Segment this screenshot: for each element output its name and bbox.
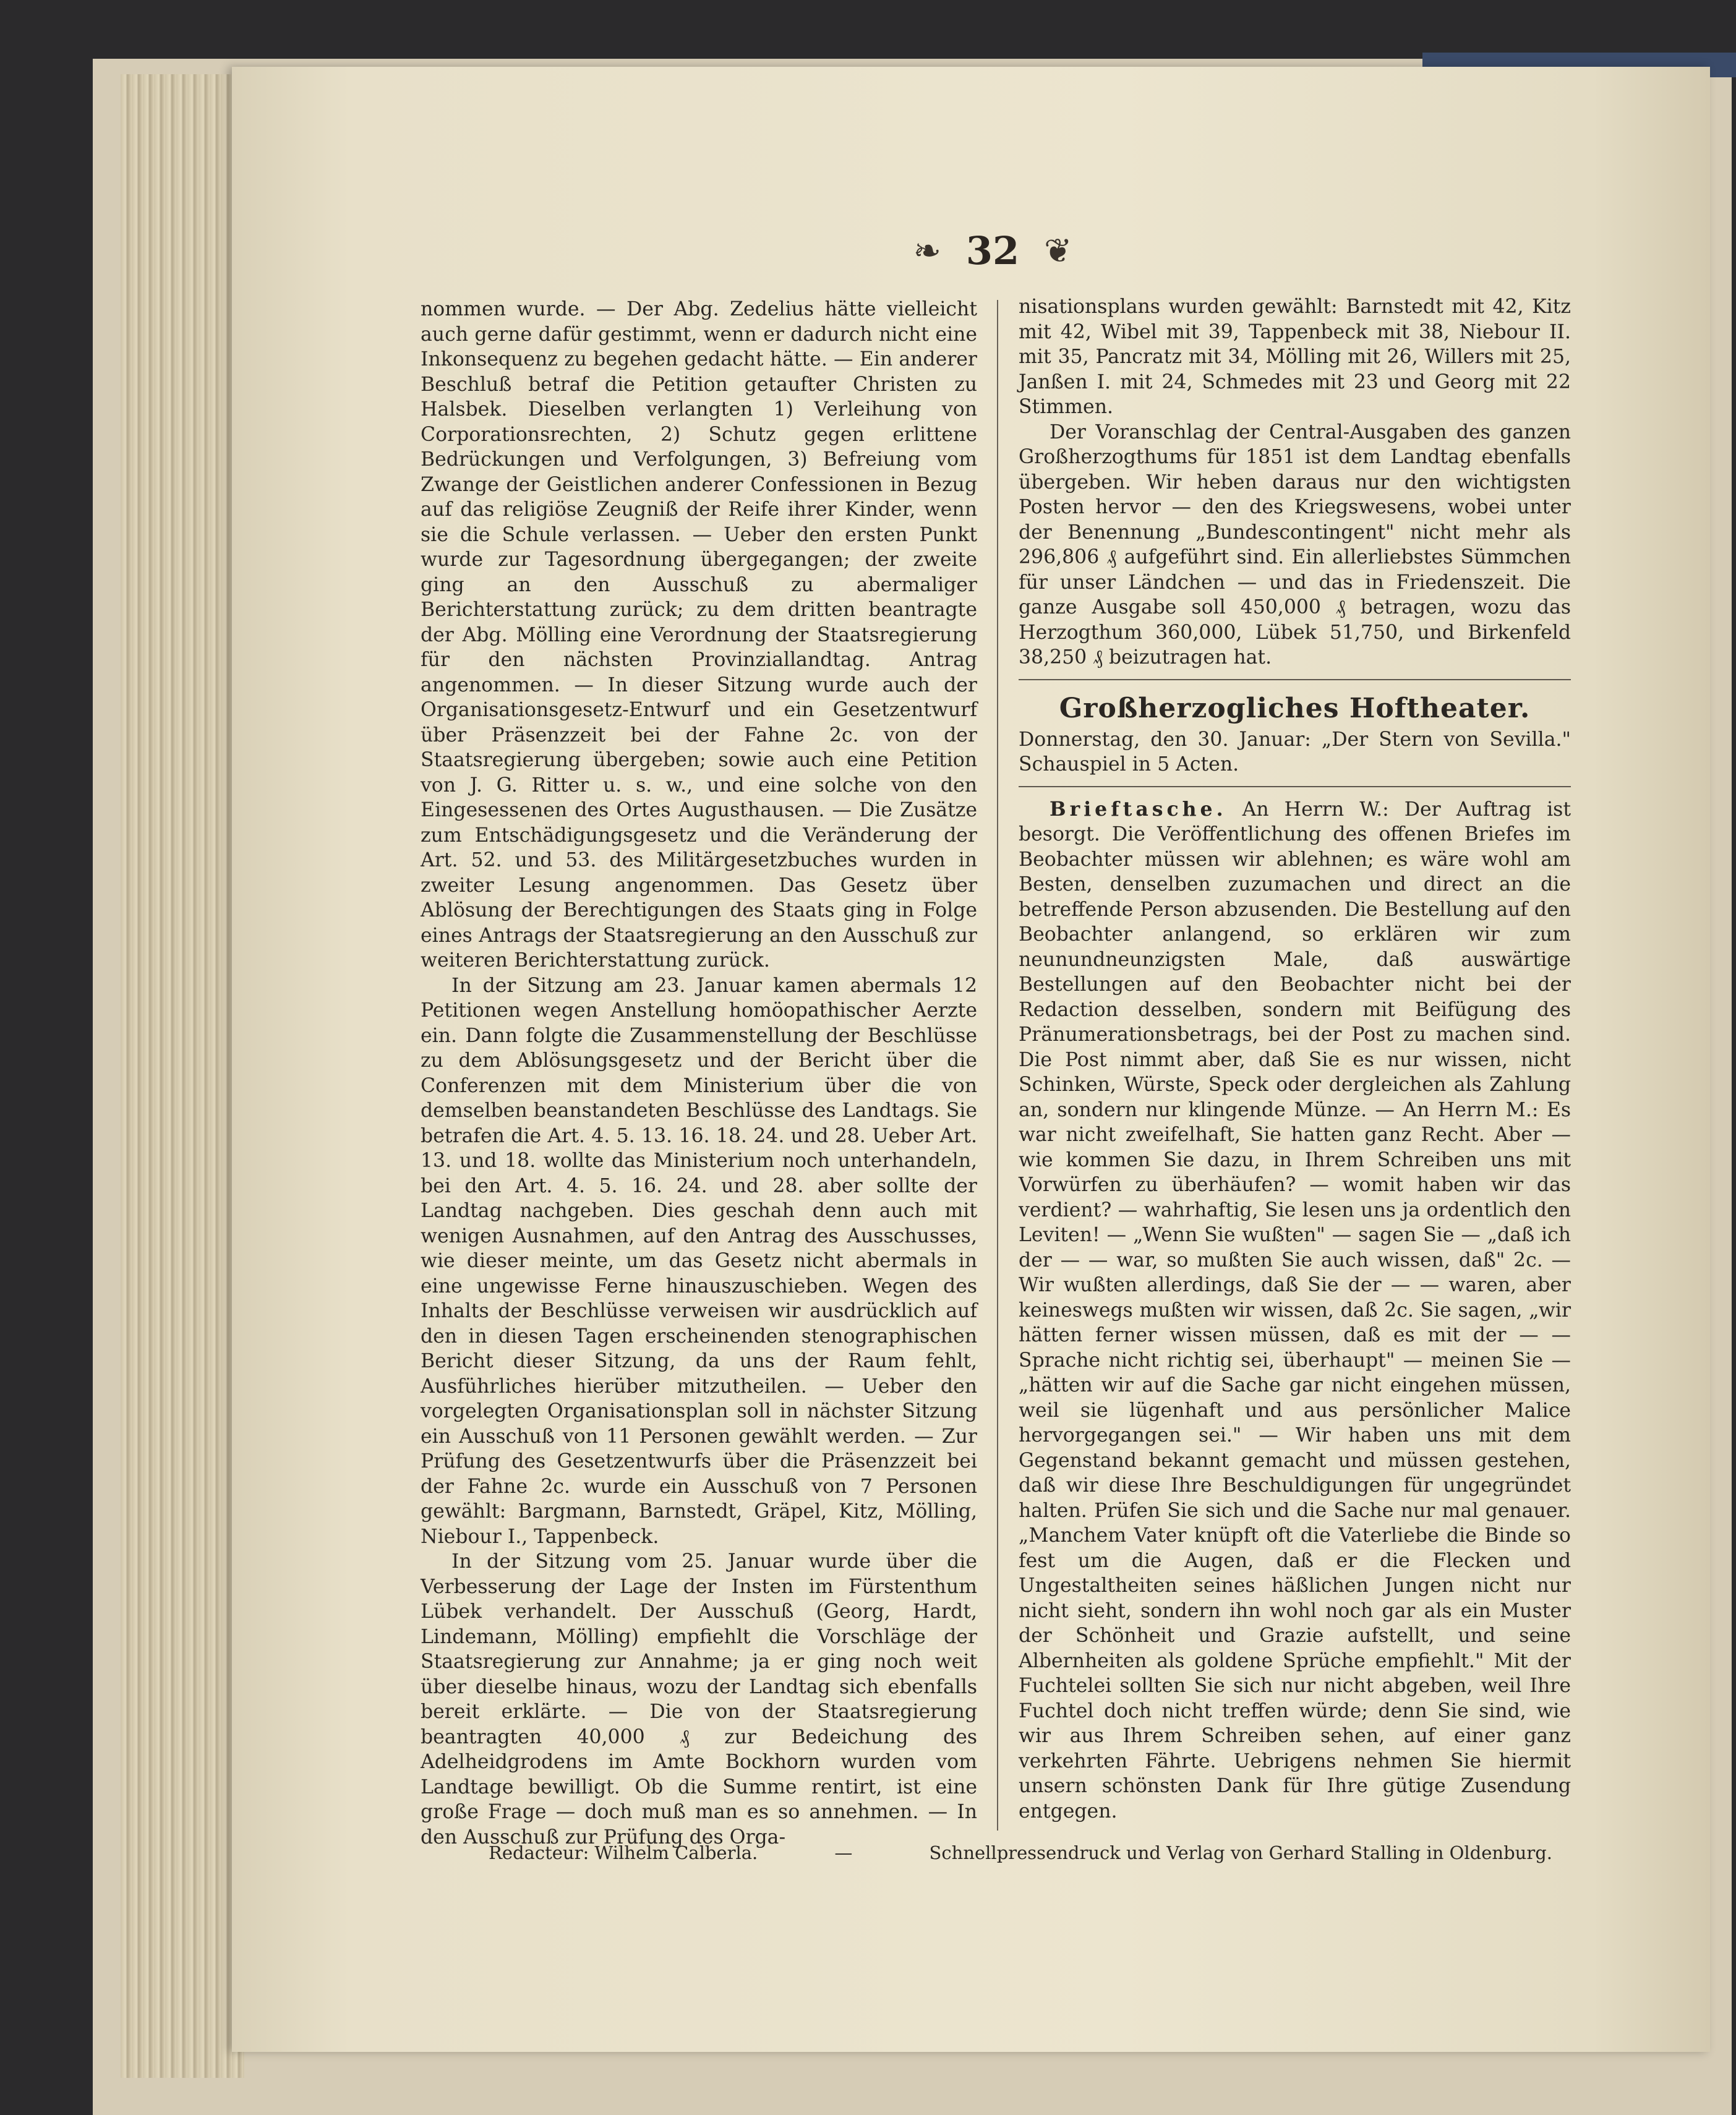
printer-line: Schnellpressendruck und Verlag von Gerhard Stalling in Oldenburg.: [929, 1842, 1552, 1863]
ornament-right-icon: ❦: [1044, 231, 1072, 270]
page-number: 32: [965, 228, 1020, 273]
imprint-footer: [489, 1840, 1552, 1865]
page-stack-edges: [121, 74, 244, 2078]
section-rule: [1019, 679, 1571, 680]
editor-line: Redacteur: Wilhelm Calberla.: [489, 1842, 758, 1863]
section-heading-theater: Großherzogliches Hoftheater.: [1059, 692, 1531, 724]
section-rule: [1019, 786, 1571, 787]
paragraph: nommen wurde. — Der Abg. Zedelius hätte vielleicht auch gerne dafür gestimmt, wenn er dadurch nicht eine Inkonsequenz zu begehen gedacht hätte. — Ein anderer Beschluß betraf die Petition getaufter Christen zu Halsbek. Dieselben verlangten 1) Verleihung von Corporationsrechten, 2) Schutz gegen erlittene Bedrückungen und Verfolgungen, 3) Befreiung vom Zwange der Geistlichen anderer Confessionen in Bezug auf das religiöse Zeugniß der Reife ihrer Kinder, wenn sie die Schule verlassen. — Ueber den ersten Punkt wurde zur Tagesordnung übergegangen; der zweite ging an den Ausschuß zu abermaliger Berichterstattung zurück; zu dem dritten beantragte der Abg. Mölling eine Verordnung der Staatsregierung für den nächsten Provinziallandtag. Antrag angenommen. — In dieser Sitzung wurde auch der Organisationsgesetz-Entwurf und ein Gesetzentwurf über Präsenzzeit bei der Fahne 2c. von der Staatsregierung übergeben; sowie auch eine Petition von J. G. Ritter u. s. w., und eine solche von den Eingesessenen des Ortes Augusthausen. — Die Zusätze zum Entschädigungsgesetz und die Veränderung der Art. 52. und 53. des Militärgesetzbuches wurden in zweiter Lesung angenommen. Das Gesetz über Ablösung der Berechtigungen des Staats ging in Folge eines Antrags der Staatsregierung an den Ausschuß zur weiteren Berichterstattung zurück.: [421, 298, 977, 972]
paragraph: An Herrn W.: Der Auftrag ist besorgt. Die Veröffentlichung des offenen Briefes im Beobachter müssen wir ablehnen; es wäre wohl am Besten, denselben zuzumachen und direct an die betreffende Person abzusenden. Die Bestellung auf den Beobachter anlangend, so erklären wir zum neunundneunzigsten Male, daß auswärtige Bestellungen auf den Beobachter nicht bei der Redaction desselben, sondern mit Beifügung des Pränumerationsbetrags, bei der Post zu machen sind. Die Post nimmt aber, daß Sie es nur wissen, nicht Schinken, Würste, Speck oder dergleichen als Zahlung an, sondern nur klingende Münze. — An Herrn M.: Es war nicht zweifelhaft, Sie hatten ganz Recht. Aber — wie kommen Sie dazu, in Ihrem Schreiben uns mit Vorwürfen zu überhäufen? — womit haben wir das verdient? — wahrhaftig, Sie lesen uns ja ordentlich den Leviten! — „Wenn Sie wußten" — sagen Sie — „daß ich der — — war, so mußten Sie auch wissen, daß" 2c. — Wir wußten allerdings, daß Sie der — — waren, aber keineswegs mußten wir wissen, daß 2c. Sie sagen, „wir hätten ferner wissen müssen, daß es mit der — — Sprache nicht richtig sei, überhaupt" — meinen Sie — „hätten wir auf die Sache gar nicht eingehen müssen, weil sie lügenhaft und aus persönlicher Malice hervorgegangen sei." — Wir haben uns mit dem Gegenstand bekannt gemacht und müssen gestehen, daß wir diese Ihre Beschuldigungen für ungegründet halten. Prüfen Sie sich und die Sache nur mal genauer. „Manchem Vater knüpft oft die Vaterliebe die Binde so fest um die Augen, daß er die Flecken und Ungestaltheiten seines häßlichen Jungen nicht nur nicht sieht, sondern ihn wohl noch gar als ein Muster der Schönheit und Grazie aufstellt, und seine Albernheiten als goldene Sprüche empfiehlt." Mit der Fuchtelei sollten Sie sich nur nicht abgeben, weil Ihre Fuchtel doch nicht treffen würde; denn Sie sind, wie wir aus Ihrem Schreiben sehen, auf einer ganz verkehrten Fährte. Uebrigens nehmen Sie hiermit unsern schönsten Dank für Ihre gütige Zusendung entgegen.: [1019, 798, 1571, 1822]
ornament-left-icon: ❧: [913, 231, 941, 270]
paragraph: Donnerstag, den 30. Januar: „Der Stern von Sevilla." Schauspiel in 5 Acten.: [1019, 728, 1571, 776]
right-column: [1019, 294, 1571, 1824]
section-heading-brieftasche: Brieftasche.: [1050, 797, 1227, 821]
left-column: [421, 297, 977, 1850]
footer-dash: —: [834, 1842, 853, 1863]
column-divider: [997, 300, 998, 1831]
paragraph: nisationsplans wurden gewählt: Barnstedt mit 42, Kitz mit 42, Wibel mit 39, Tappenbeck mit 38, Niebour II. mit 35, Pancratz mit 34, Mölling mit 26, Willers mit 25, Janßen I. mit 24, Schmedes mit 23 und Georg mit 22 Stimmen.: [1019, 296, 1571, 418]
paragraph: In der Sitzung vom 25. Januar wurde über die Verbesserung der Lage der Insten im Fürstenthum Lübek verhandelt. Der Ausschuß (Georg, Hardt, Lindemann, Mölling) empfiehlt die Vorschläge der Staatsregierung zur Annahme; ja er ging noch weit über dieselbe hinaus, wozu der Landtag sich ebenfalls bereit erklärte. — Die von der Staatsregierung beantragten 40,000 ₰ zur Bedeichung des Adelheidgrodens im Amte Bockhorn wurden vom Landtage bewilligt. Ob die Summe rentirt, ist eine große Frage — doch muß man es so annehmen. — In den Ausschuß zur Prüfung des Orga-: [421, 1550, 977, 1848]
paragraph: Der Voranschlag der Central-Ausgaben des ganzen Großherzogthums für 1851 ist dem Landtag ebenfalls übergeben. Wir heben daraus nur den wichtigsten Posten hervor — den des Kriegswesens, wobei unter der Benennung „Bundescontingent" nicht mehr als 296,806 ₰ aufgeführt sind. Ein allerliebstes Sümmchen für unser Ländchen — und das in Friedenszeit. Die ganze Ausgabe soll 450,000 ₰ betragen, wozu das Herzogthum 360,000, Lübek 51,750, und Birkenfeld 38,250 ₰ beizutragen hat.: [1019, 421, 1571, 669]
paragraph: In der Sitzung am 23. Januar kamen abermals 12 Petitionen wegen Anstellung homöopathischer Aerzte ein. Dann folgte die Zusammenstellung der Beschlüsse zu dem Ablösungsgesetz und der Bericht über die Conferenzen mit dem Ministerium über die von demselben beanstandeten Beschlüsse des Landtags. Sie betrafen die Art. 4. 5. 13. 16. 18. 24. und 28. Ueber Art. 13. und 18. wollte das Ministerium noch unterhandeln, bei den Art. 4. 5. 16. 24. und 28. aber sollte der Landtag nachgeben. Dies geschah denn auch mit wenigen Ausnahmen, auf den Antrag des Ausschusses, wie dieser meinte, um das Gesetz nicht abermals in eine ungewisse Ferne hinauszuschieben. Wegen des Inhalts der Beschlüsse verweisen wir ausdrücklich auf den in diesen Tagen erscheinenden stenographischen Bericht dieser Sitzung, da uns der Raum fehlt, Ausführliches hierüber mitzutheilen. — Ueber den vorgelegten Organisationsplan soll in nächster Sitzung ein Ausschuß von 11 Personen gewählt werden. — Zur Prüfung des Gesetzentwurfs über die Präsenzzeit bei der Fahne 2c. wurde ein Ausschuß von 7 Personen gewählt: Bargmann, Barnstedt, Gräpel, Kitz, Mölling, Niebour I., Tappenbeck.: [421, 974, 977, 1548]
page-header: [853, 223, 1132, 278]
